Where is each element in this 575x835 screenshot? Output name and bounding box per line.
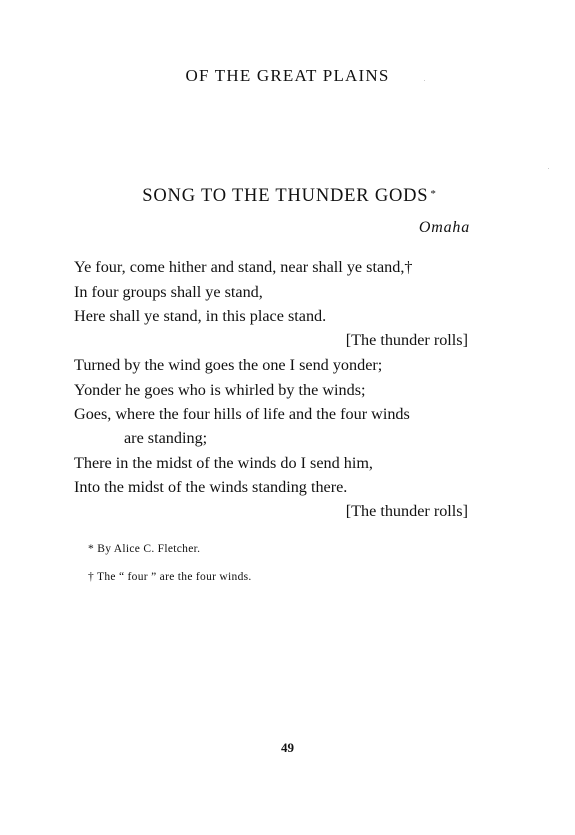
poem-line-continuation: are standing;	[124, 429, 208, 447]
poem-line: There in the midst of the winds do I send him,	[74, 454, 373, 472]
stage-direction: [The thunder rolls]	[345, 502, 468, 520]
poem-line: Goes, where the four hills of life and the four winds	[74, 405, 410, 423]
stage-direction: [The thunder rolls]	[345, 331, 468, 349]
poem-line: Into the midst of the winds standing there.	[74, 478, 348, 496]
poem-title-text: SONG TO THE THUNDER GODS	[142, 186, 429, 206]
footnote: † The “ four ” are the four winds.	[88, 571, 252, 583]
page-number: 49	[281, 740, 294, 755]
poem-line: Ye four, come hither and stand, near shall ye stand,†	[74, 258, 413, 276]
footnote: * By Alice C. Fletcher.	[88, 543, 201, 555]
tribe-attribution: Omaha	[418, 219, 470, 236]
footnote-marker: *	[430, 188, 437, 200]
poem-title	[0, 186, 575, 207]
scan-speck	[548, 168, 549, 169]
poem-line: Yonder he goes who is whirled by the winds;	[74, 381, 366, 399]
poem-line: Turned by the wind goes the one I send yonder;	[74, 356, 383, 374]
running-head: OF THE GREAT PLAINS	[185, 66, 390, 85]
poem-line: Here shall ye stand, in this place stand.	[74, 307, 327, 325]
poem-line: In four groups shall ye stand,	[74, 283, 263, 301]
scan-speck	[424, 80, 425, 81]
